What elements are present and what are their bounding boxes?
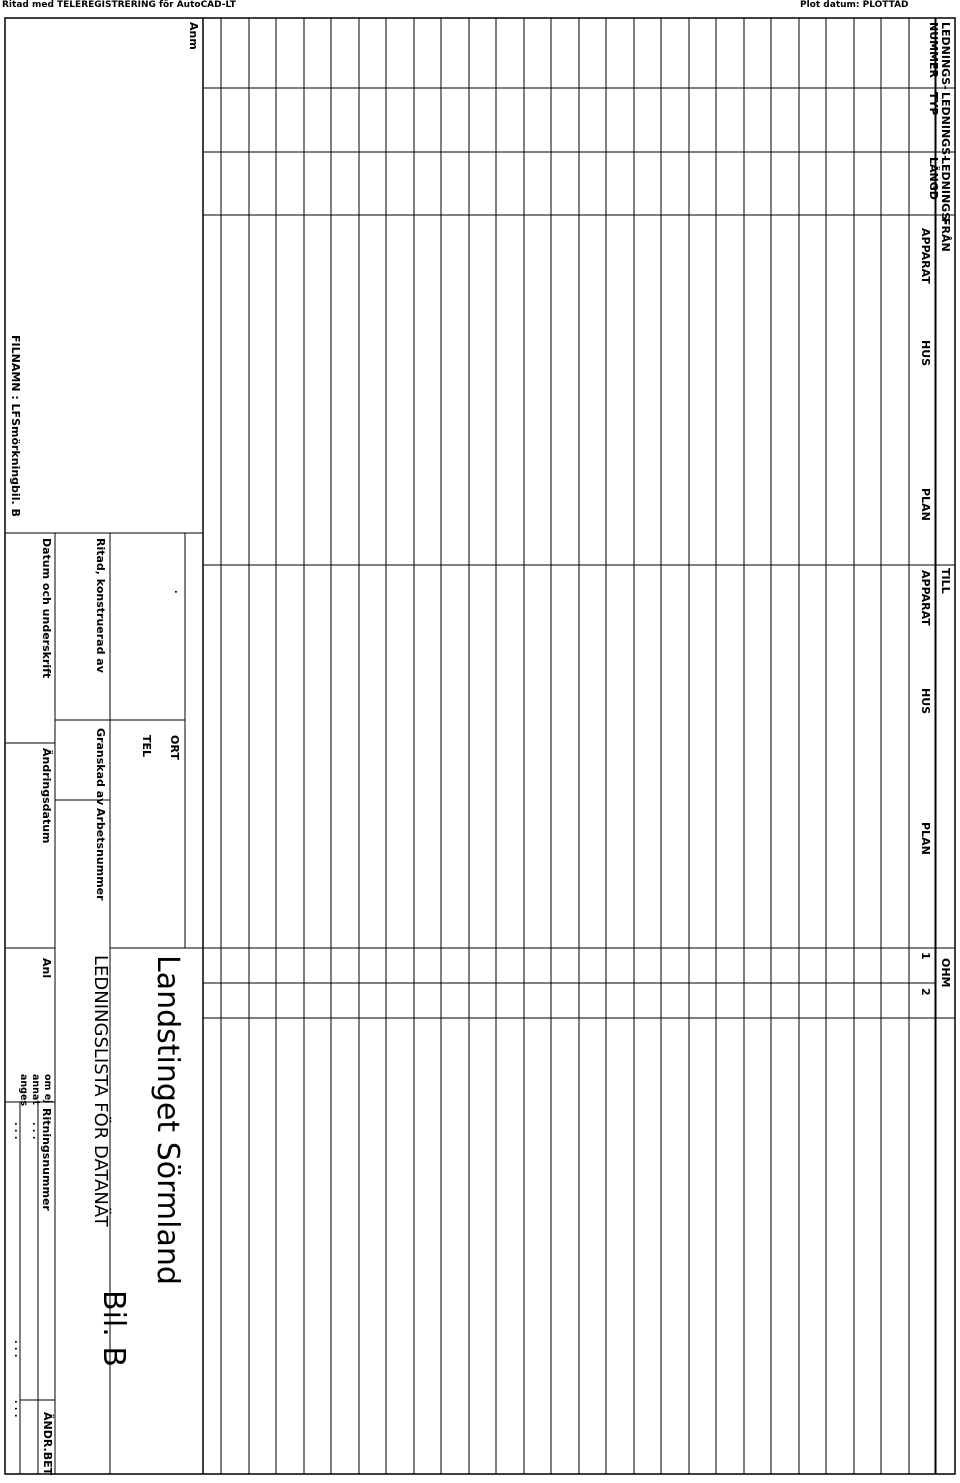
col-plan-fran: PLAN (919, 488, 932, 521)
tb-dots-3: . . . (12, 1340, 23, 1358)
col-apparat-fran: APPARAT (919, 228, 932, 284)
tb-annat: annat (30, 1074, 41, 1105)
col-ledningstyp-1: LEDNINGS- (939, 92, 952, 160)
col-apparat-till: APPARAT (919, 570, 932, 626)
company-name: Landstinget Sörmland (150, 955, 185, 1285)
col-fran: FRÅN (939, 218, 952, 252)
col-hus-fran: HUS (919, 340, 932, 367)
tb-anl: Anl (40, 958, 53, 979)
tb-dot: . (172, 590, 183, 594)
col-ledningsnummer-2: NUMMER (927, 22, 940, 79)
col-ledningslangd-2: LÄNGD (927, 157, 940, 200)
header-right: Plot datum: PLOTTAD (800, 0, 909, 10)
col-ledningstyp-2: TYP (927, 92, 940, 116)
tb-arbetsnummer: Arbetsnummer (94, 808, 107, 901)
header-left: Ritad med TELEREGISTRERING för AutoCAD-LT (2, 0, 236, 10)
bil-label: Bil. B (96, 1290, 131, 1367)
tb-andr-bet: ÄNDR.BET (41, 1412, 54, 1476)
col-ohm-1: 1 (919, 952, 932, 960)
tb-ritad: Ritad, konstruerad av (94, 538, 107, 673)
col-ledningslangd-1: LEDNINGS- (939, 157, 952, 225)
anm-label: Anm (187, 22, 200, 50)
tb-om-ej: om ej (42, 1074, 53, 1104)
document-title: LEDNINGSLISTA FÖR DATANÄT (90, 955, 111, 1227)
tb-datum: Datum och underskrift (40, 538, 53, 679)
tb-ort: ORT (168, 735, 181, 760)
tb-andringsdatum: Ändringsdatum (40, 748, 53, 844)
col-ohm: OHM (939, 958, 952, 988)
tb-tel: TEL (140, 735, 153, 758)
col-ledningsnummer-1: LEDNINGS- (939, 22, 952, 90)
tb-anges: anges (18, 1074, 29, 1107)
tb-dots-4: . . . (12, 1400, 23, 1418)
tb-dots-2: . . . (12, 1122, 23, 1140)
col-ohm-2: 2 (919, 988, 932, 996)
col-hus-till: HUS (919, 688, 932, 715)
table-lines (203, 18, 955, 1474)
tb-dots-1: . . . (30, 1122, 41, 1140)
tb-ritningsnummer: Ritningsnummer (40, 1108, 53, 1211)
col-plan-till: PLAN (919, 822, 932, 855)
filnamn-label: FILNAMN : LFSmörkningbil. B (9, 335, 22, 517)
col-till: TILL (939, 568, 952, 594)
tb-granskad: Granskad av (94, 728, 107, 806)
